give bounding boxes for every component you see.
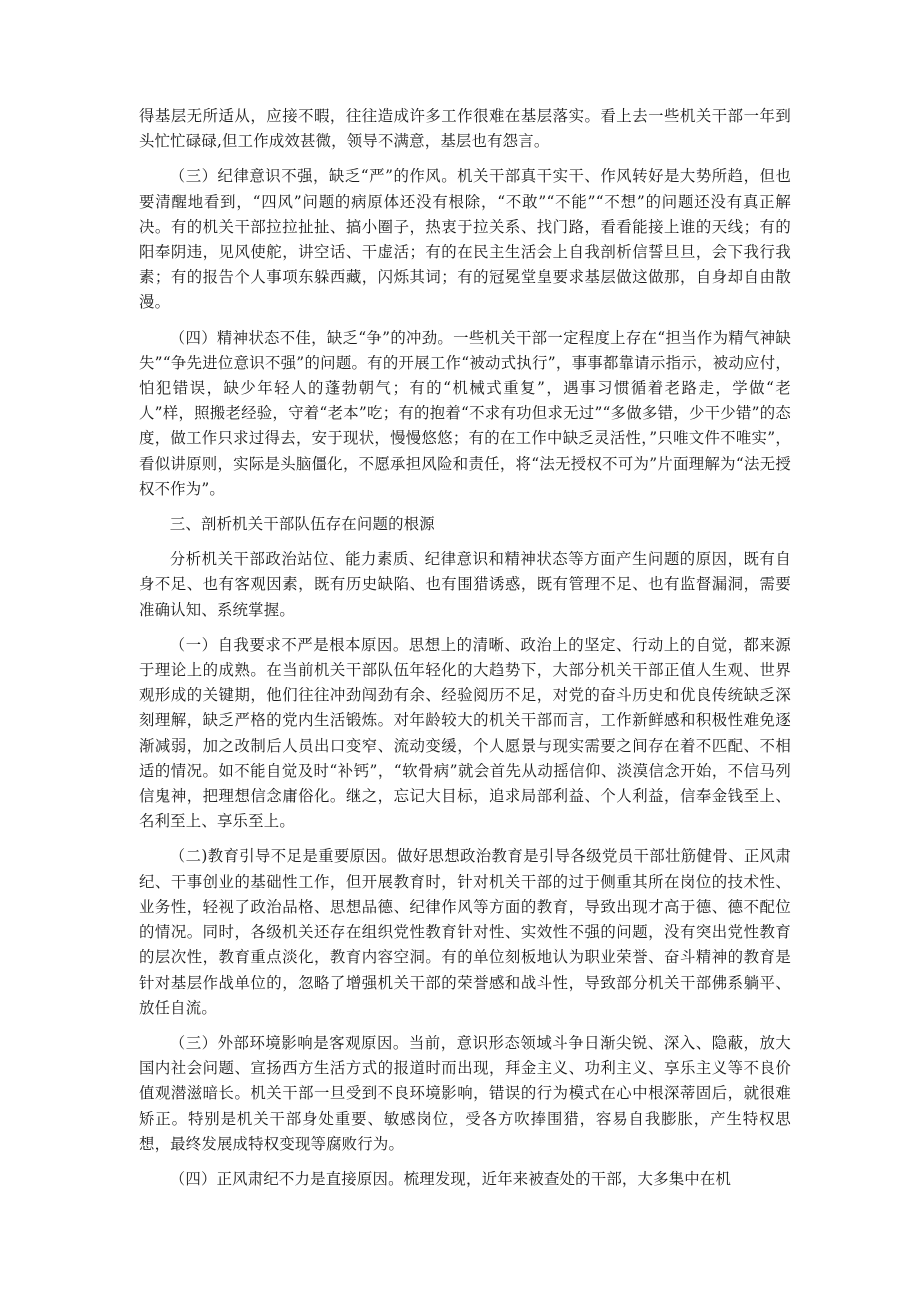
paragraph-analysis-intro: 分析机关干部政治站位、能力素质、纪律意识和精神状态等方面产生问题的原因，既有自身不足、也有客观因素，既有历史缺陷、也有围猎诱惑，既有管理不足、也有监督漏洞，需要准确认知、系统掌握。 xyxy=(139,550,791,619)
paragraph-continuation: 得基层无所适从，应接不暇，往往造成许多工作很难在基层落实。看上去一些机关干部一年到头忙忙碌碌,但工作成效甚微，领导不满意，基层也有怨言。 xyxy=(139,107,791,151)
section-heading-root-causes: 三、剖析机关干部队伍存在问题的根源 xyxy=(169,515,435,534)
document-page xyxy=(139,104,791,1202)
paragraph-cause-4: （四）正风肃纪不力是直接原因。梳理发现，近年来被查处的干部，大多集中在机 xyxy=(169,1169,732,1188)
paragraph-spirit: （四）精神状态不佳，缺乏“争”的冲劲。一些机关干部一定程度上存在“担当作为精气神缺失”“争先进位意识不强”的问题。有的开展工作“被动式执行”，事事都靠请示指示，被动应付，怕犯错误，缺少年轻人的蓬勃朝气；有的“机械式重复”，遇事习惯循着老路走，学做“老人”样，照搬老经验，守着“老本”吃；有的抱着“不求有功但求无过”“多做多错，少干少错”的态度，做工作只求过得去，安于现状，慢慢悠悠；有的在工作中缺乏灵活性，”只唯文件不唯实”，看似讲原则，实际是头脑僵化，不愿承担风险和责任，将“法无授权不可为”片面理解为“法无授权不作为”。 xyxy=(139,328,791,498)
paragraph-discipline: （三）纪律意识不强，缺乏“严”的作风。机关干部真干实干、作风转好是大势所趋，但也要清醒地看到，“四风”问题的病原体还没有根除，“不敢”“不能”“不想”的问题还没有真正解决。有的机关干部拉拉扯扯、搞小圈子，热衷于拉关系、找门路，看看能接上谁的天线；有的阳奉阴违，见风使舵，讲空话、干虚活；有的在民主生活会上自我剖析信誓旦旦，会下我行我素；有的报告个人事项东躲西藏，闪烁其词；有的冠冕堂皇要求基层做这做那，自身却自由散漫。 xyxy=(139,167,791,312)
paragraph-cause-1: （一）自我要求不严是根本原因。思想上的清晰、政治上的坚定、行动上的自觉，都来源于理论上的成熟。在当前机关干部队伍年轻化的大趋势下，大部分机关干部正值人生观、世界观形成的关键期，他们往往冲劲闯劲有余、经验阅历不足，对党的奋斗历史和优良传统缺乏深刻理解，缺乏严格的党内生活锻炼。对年龄较大的机关干部而言，工作新鲜感和积极性难免逐渐减弱，加之改制后人员出口变窄、流动变缓，个人愿景与现实需要之间存在着不匹配、不相适的情况。如不能自觉及时“补钙”，“软骨病”就会首先从动摇信仰、淡漠信念开始，不信马列信鬼神，把理想信念庸俗化。继之，忘记大目标，追求局部利益、个人利益，信奉金钱至上、名利至上、享乐至上。 xyxy=(139,635,791,831)
paragraph-cause-2: （二)教育引导不足是重要原因。做好思想政治教育是引导各级党员干部壮筋健骨、正风肃纪、干事创业的基础性工作，但开展教育时，针对机关干部的过于侧重其所在岗位的技术性、业务性，轻视了政治品格、思想品德、纪律作风等方面的教育，导致出现才高于德、德不配位的情况。同时，各级机关还存在组织党性教育针对性、实效性不强的问题，没有突出党性教育的层次性，教育重点淡化，教育内容空洞。有的单位刻板地认为职业荣誉、奋斗精神的教育是针对基层作战单位的，忽略了增强机关干部的荣誉感和战斗性，导致部分机关干部佛系躺平、放任自流。 xyxy=(139,847,791,1017)
paragraph-cause-3: （三）外部环境影响是客观原因。当前，意识形态领域斗争日渐尖锐、深入、隐蔽，放大国内社会问题、宣扬西方生活方式的报道时而出现，拜金主义、功利主义、享乐主义等不良价值观潜滋暗长。机关干部一旦受到不良环境影响，错误的行为模式在心中根深蒂固后，就很难矫正。特别是机关干部身处重要、敏感岗位，受各方吹捧围猎，容易自我膨胀，产生特权思想，最终发展成特权变现等腐败行为。 xyxy=(139,1033,791,1153)
